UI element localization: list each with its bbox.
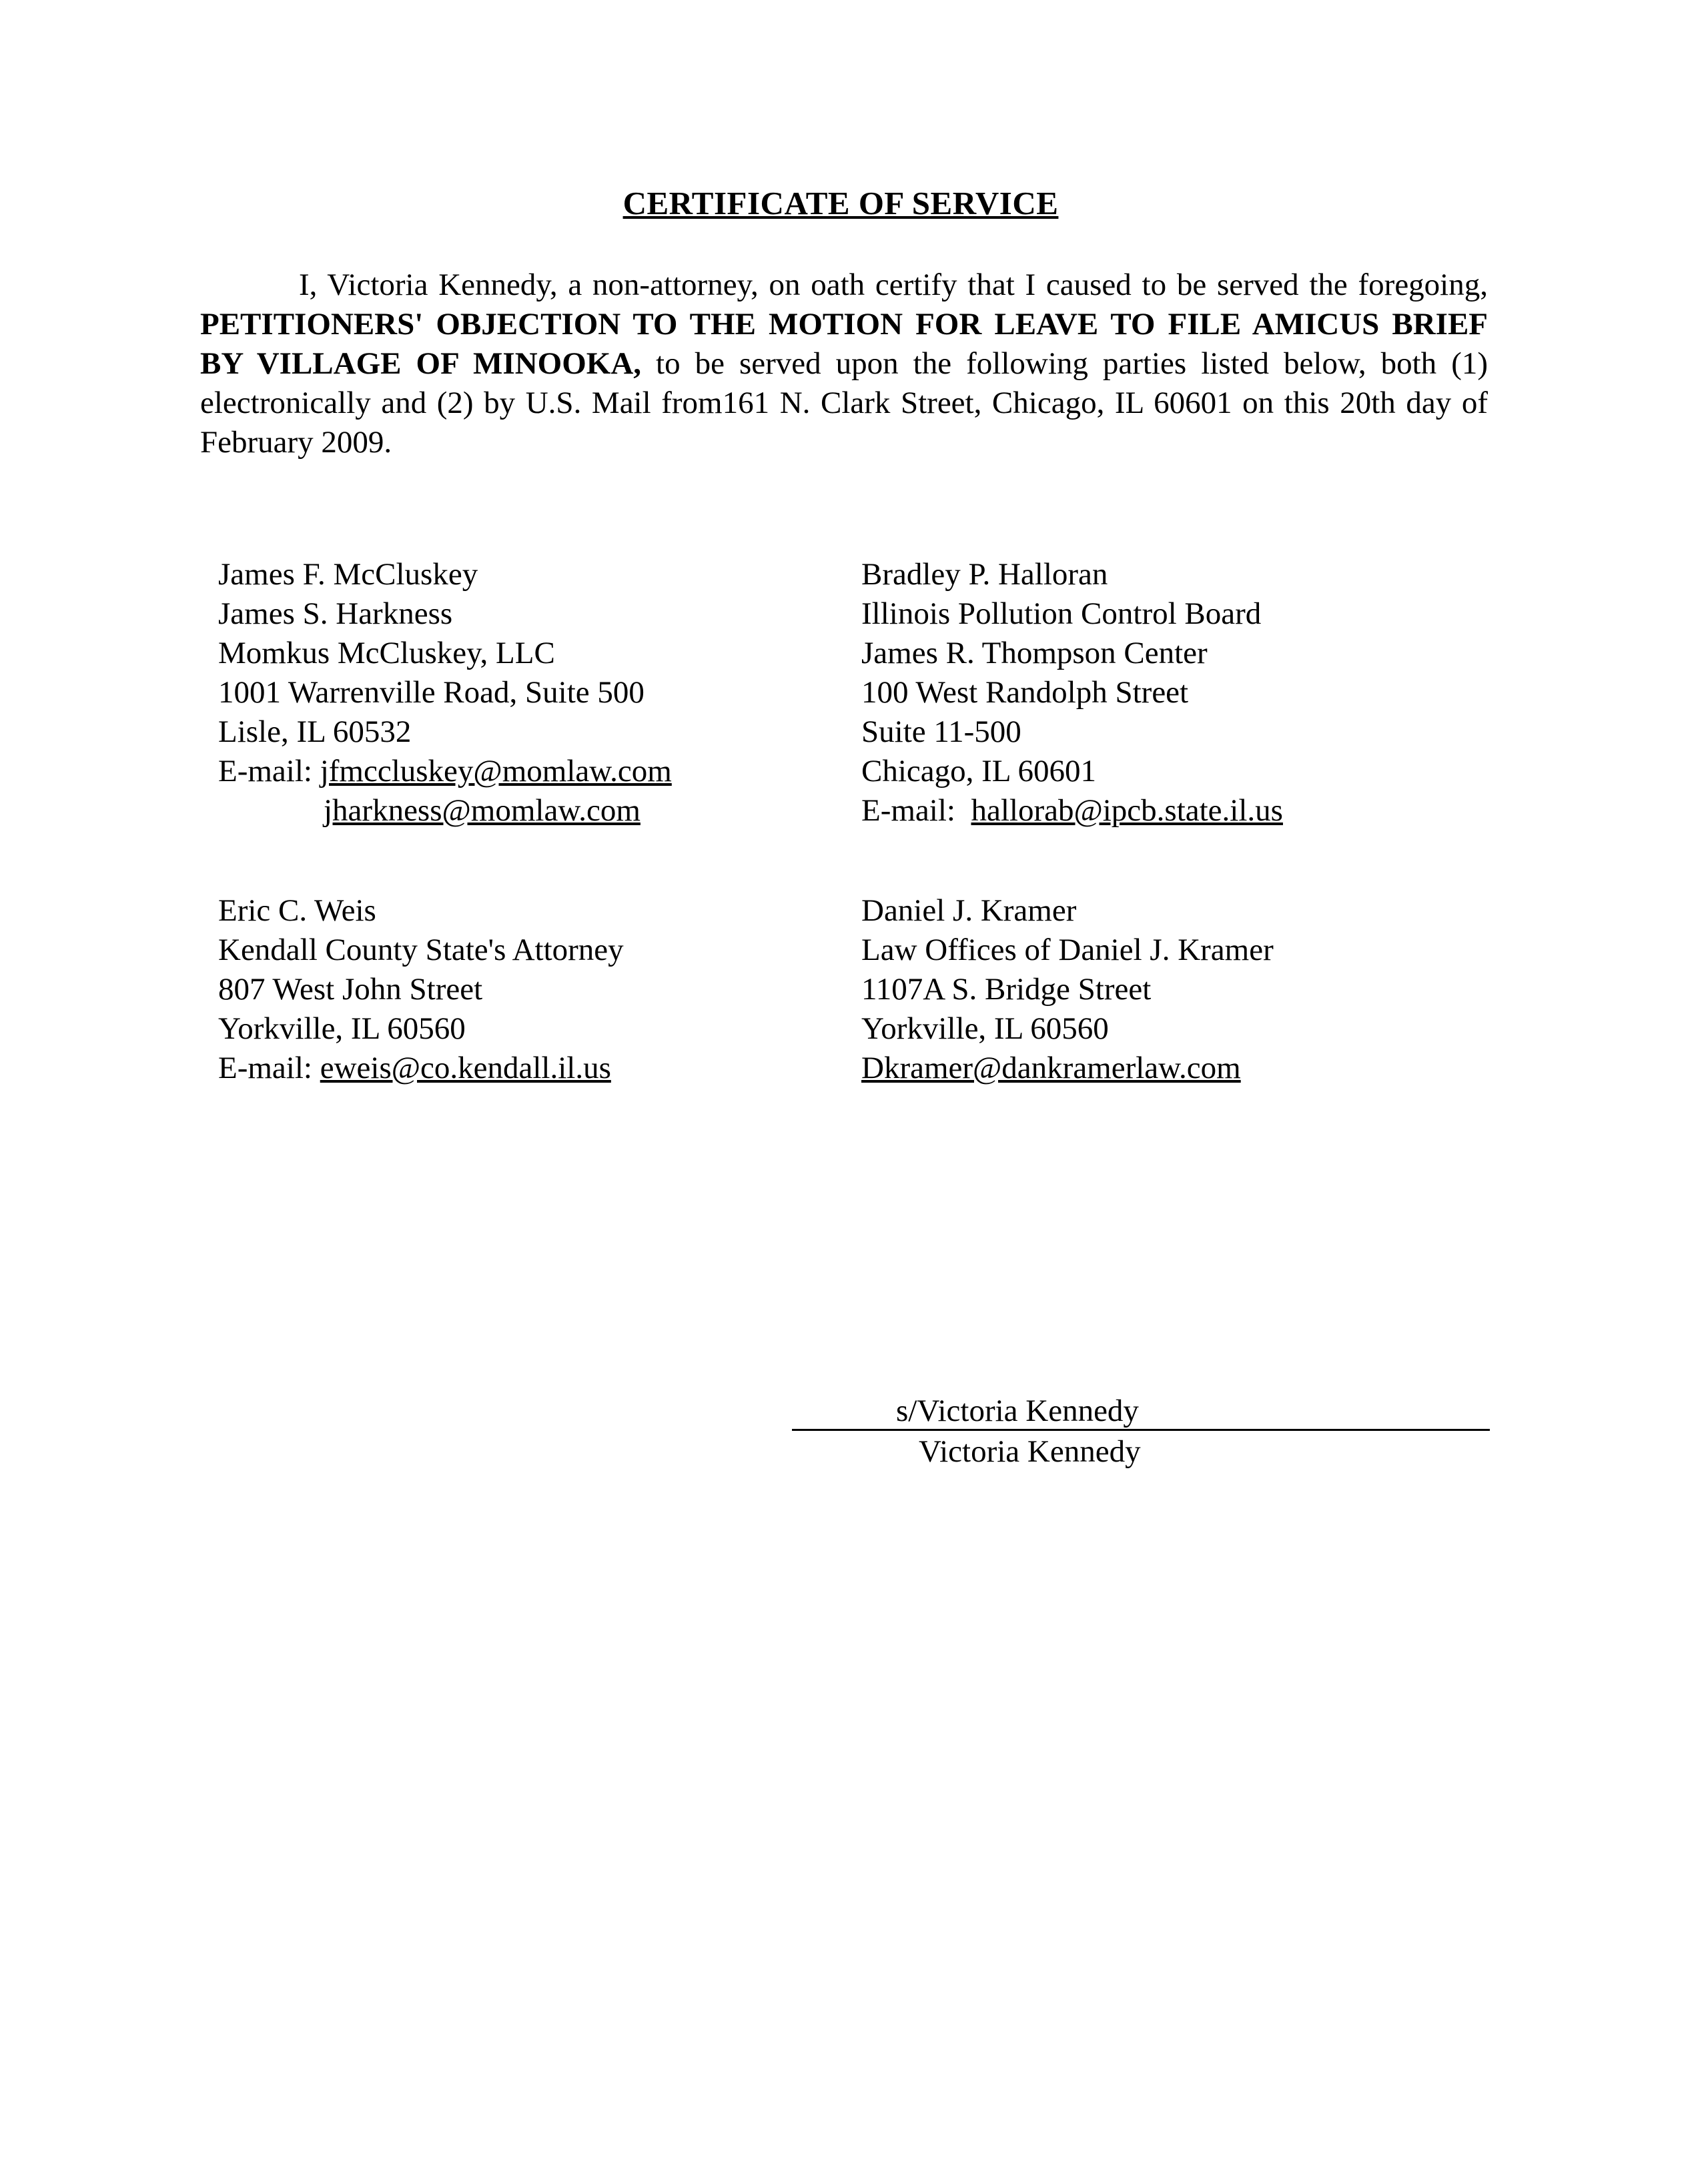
party-email-line [861,791,1283,831]
party-line: Eric C. Weis [218,893,376,928]
party-line: James F. McCluskey [218,557,478,592]
party-line: Kendall County State's Attorney [218,933,624,967]
party-line: Law Offices of Daniel J. Kramer [861,933,1274,967]
email-link[interactable]: eweis@co.kendall.il.us [320,1051,611,1085]
party-line: James S. Harkness [218,596,453,631]
signer-name: Victoria Kennedy [919,1434,1141,1469]
party-line: Yorkville, IL 60560 [861,1011,1109,1046]
party-line: Yorkville, IL 60560 [218,1011,466,1046]
party-line: Bradley P. Halloran [861,557,1108,592]
service-party-kramer [861,891,1274,1088]
email-link[interactable]: hallorab@ipcb.state.il.us [971,793,1283,828]
party-line: 807 West John Street [218,972,483,1007]
service-party-mccluskey [218,555,672,831]
party-line: Suite 11-500 [861,714,1021,749]
party-line: Daniel J. Kramer [861,893,1077,928]
party-line: James R. Thompson Center [861,636,1208,670]
party-line: 1001 Warrenville Road, Suite 500 [218,675,645,710]
email-label: E-mail: [218,754,320,788]
document-title: CERTIFICATE OF SERVICE [622,185,1059,221]
party-email-line [218,1049,624,1088]
certification-paragraph [200,265,1488,462]
email-link[interactable]: Dkramer@dankramerlaw.com [861,1051,1241,1085]
party-line: Momkus McCluskey, LLC [218,636,555,670]
party-line: Chicago, IL 60601 [861,754,1096,788]
email-label: E-mail: [218,1051,320,1085]
certification-text-part1: I, Victoria Kennedy, a non-attorney, on oath certify that I caused to be served the foregoing, [299,267,1488,302]
service-party-halloran [861,555,1283,831]
party-line: 100 West Randolph Street [861,675,1189,710]
party-email-line [218,752,672,791]
signature-line [792,1393,1490,1431]
party-line: Illinois Pollution Control Board [861,596,1262,631]
party-line: 1107A S. Bridge Street [861,972,1152,1007]
document-name: PETITIONERS' OBJECTION TO THE MOTION FOR LEAVE TO FILE AMICUS BRIEF BY VILLAGE OF MINOOKA, [200,307,1488,381]
certification-text-part2: to be served upon the following parties listed below, both (1) electronically and (2) by U.S. Mail from161 N. Clark Street, Chicago, IL 60601 on this 20th day of February 2009. [200,346,1488,460]
signature-block [792,1393,1490,1472]
email-label: E-mail: [861,793,971,828]
electronic-signature: s/Victoria Kennedy [896,1394,1139,1428]
service-party-weis [218,891,624,1088]
email-link[interactable]: jharkness@momlaw.com [324,793,640,828]
party-email-line [861,1049,1274,1088]
party-line: Lisle, IL 60532 [218,714,412,749]
email-link[interactable]: jfmccluskey@momlaw.com [320,754,672,788]
party-email-line-2 [218,791,672,831]
